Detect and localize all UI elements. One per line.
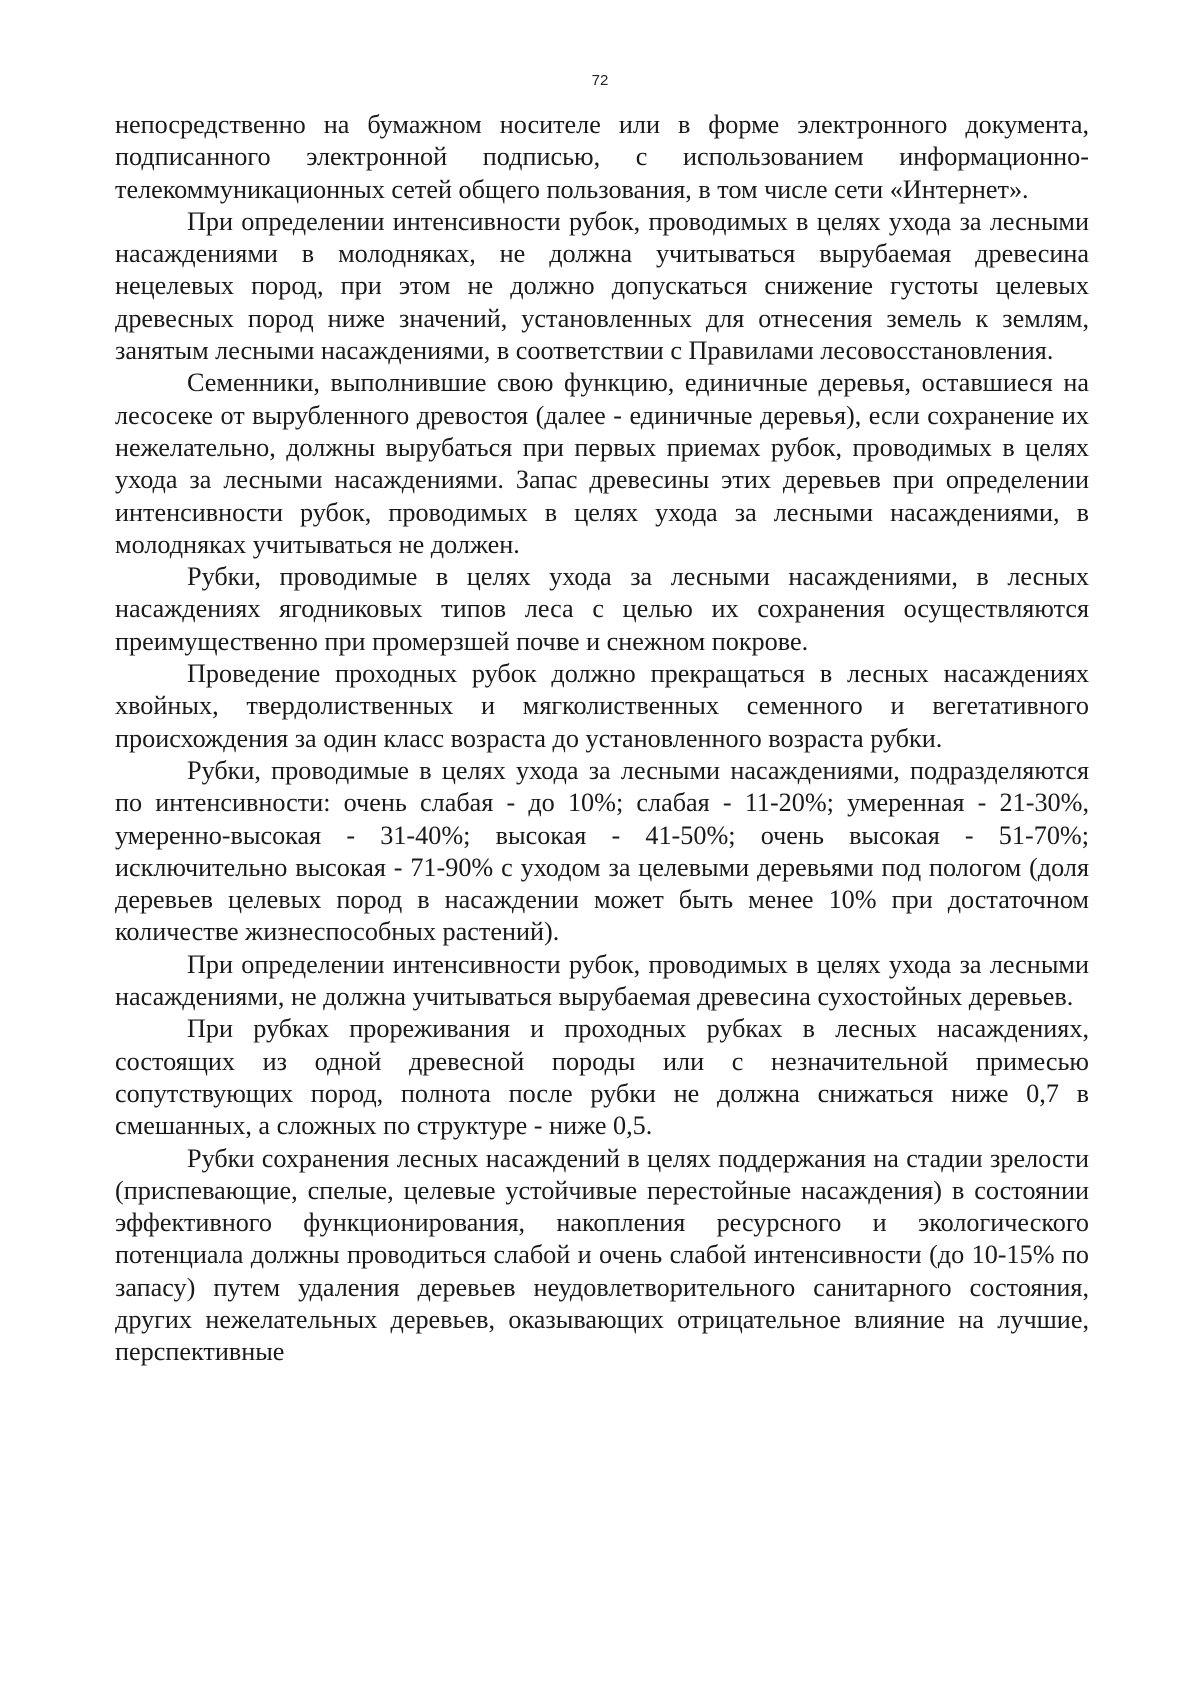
paragraph-continuation: непосредственно на бумажном носителе или в форме электронного документа, подписанного электронной подписью, с использованием информационно-телекоммуникационных сетей общего пользования, в том числе сети «Интернет». xyxy=(115,110,1089,204)
paragraph-intensity-classes: Рубки, проводимые в целях ухода за лесными насаждениями, подразделяются по интенсивности: очень слабая - до 10%; слабая - 11-20%; умеренная - 21-30%, умеренно-высокая - 31-40%; высокая - 41-50%; очень высокая - 51-70%; исключительно высокая - 71-90% с уходом за целевыми деревьями под пологом (доля деревьев целевых пород в насаждении может быть менее 10% при достаточном количестве жизнеспособных растений). xyxy=(115,755,1089,947)
paragraph-passage-cuttings: Проведение проходных рубок должно прекращаться в лесных насаждениях хвойных, твердолиственных и мягколиственных семенного и вегетативного происхождения за один класс возраста до установленного возраста рубки. xyxy=(115,659,1089,753)
paragraph-dead-trees: При определении интенсивности рубок, проводимых в целях ухода за лесными насаждениями, не должна учитываться вырубаемая древесина сухостойных деревьев. xyxy=(115,949,1089,1012)
page-number: 72 xyxy=(591,72,609,89)
paragraph-preservation-cuttings: Рубки сохранения лесных насаждений в целях поддержания на стадии зрелости (приспевающие, спелые, целевые устойчивые перестойные насаждения) в состоянии эффективного функционирования, накопления ресурсного и экологического потенциала должны проводиться слабой и очень слабой интенсивности (до 10-15% по запасу) путем удаления деревьев неудовлетворительного санитарного состояния, других нежелательных деревьев, оказывающих отрицательное влияние на лучшие, перспективные xyxy=(115,1143,1089,1367)
paragraph-seed-trees: Семенники, выполнившие свою функцию, единичные деревья, оставшиеся на лесосеке от вырубленного древостоя (далее - единичные деревья), если сохранение их нежелательно, должны вырубаться при первых приемах рубок, проводимых в целях ухода за лесными насаждениями. Запас древесины этих деревьев при определении интенсивности рубок, проводимых в целях ухода за лесными насаждениями, в молодняках учитываться не должен. xyxy=(115,368,1089,559)
document-body xyxy=(115,109,1089,1369)
paragraph-berry-forest-types: Рубки, проводимые в целях ухода за лесными насаждениями, в лесных насаждениях ягодниковых типов леса с целью их сохранения осуществляются преимущественно при промерзшей почве и снежном покрове. xyxy=(115,562,1089,656)
paragraph-thinning-intensity-young-stands: При определении интенсивности рубок, проводимых в целях ухода за лесными насаждениями в молодняках, не должна учитываться вырубаемая древесина нецелевых пород, при этом не должно допускаться снижение густоты целевых древесных пород ниже значений, установленных для отнесения земель к землям, занятым лесными насаждениями, в соответствии с Правилами лесовосстановления. xyxy=(115,206,1089,366)
paragraph-stand-density: При рубках прореживания и проходных рубках в лесных насаждениях, состоящих из одной древесной породы или с незначительной примесью сопутствующих пород, полнота после рубки не должна снижаться ниже 0,7 в смешанных, а сложных по структуре - ниже 0,5. xyxy=(115,1014,1089,1141)
